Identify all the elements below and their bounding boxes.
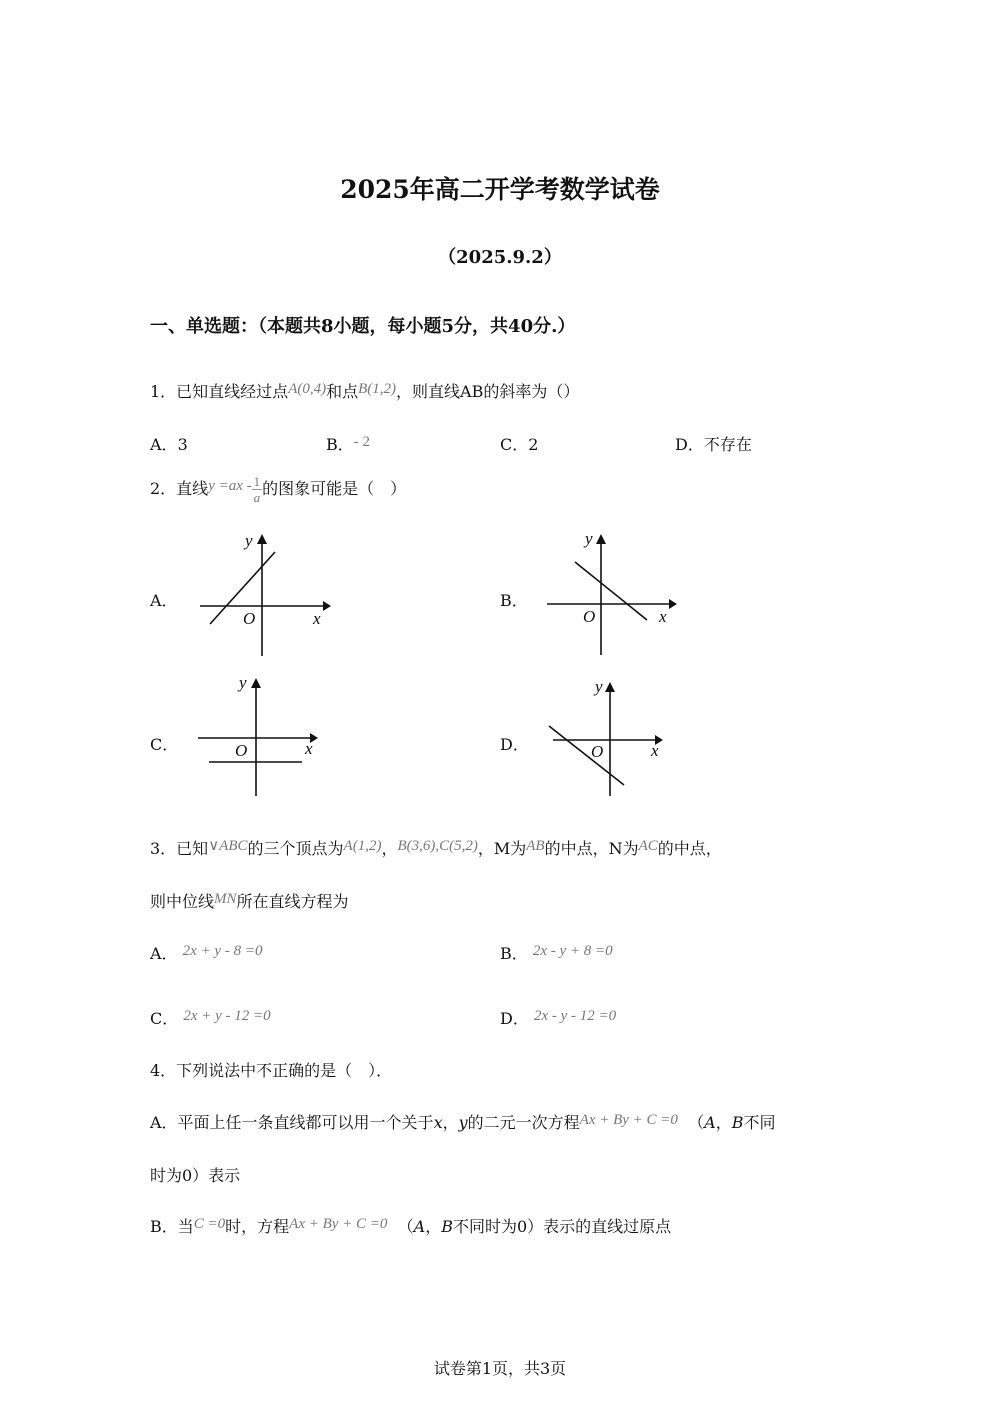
graph-a-y-label: y <box>245 531 253 550</box>
question-4-option-b: B．当C =0时，方程Ax + By + C =0 （A，B不同时为0）表示的直线过原点 <box>150 1216 672 1236</box>
graph-d-y-label: y <box>595 677 603 696</box>
page-footer: 试卷第1页，共3页 <box>433 1359 567 1378</box>
question-2-option-a-label: A． <box>150 591 178 610</box>
graph-d-origin-label: O <box>591 742 604 761</box>
graph-b <box>543 528 683 658</box>
graph-a-x-label: x <box>313 609 321 628</box>
graph-d-line <box>549 726 624 785</box>
graph-c-origin-label: O <box>235 741 248 760</box>
graph-a-origin-label: O <box>243 609 256 628</box>
question-4-stem: 4．下列说法中不正确的是（ ）． <box>150 1061 393 1080</box>
question-1-option-a: A．3 <box>150 435 188 454</box>
point-b: B(1,2) <box>358 381 397 397</box>
question-4-option-a-line2: 时为0）表示 <box>150 1166 241 1185</box>
fraction: $\frac{1}{a}$ <box>253 474 261 505</box>
section-heading: 一、单选题：（本题共8小题，每小题5分，共40分.） <box>150 316 576 337</box>
graph-b-x-label: x <box>659 607 667 626</box>
point-a: A(0,4) <box>288 381 327 397</box>
question-2-stem: 2．直线y =ax - $\frac{1}{a}$ 的图象可能是（ ） <box>150 474 407 505</box>
question-1-option-c: C．2 <box>500 435 539 454</box>
graph-d-x-label: x <box>651 741 659 760</box>
question-3-stem: 3．已知∨ABC的三个顶点为A(1,2)，B(3,6),C(5,2)，M为AB的中点，N为AC的中点， <box>150 838 722 858</box>
graph-d <box>545 676 675 801</box>
exam-date: （2025.9.2） <box>438 247 562 268</box>
question-2-option-b-label: B． <box>500 591 528 610</box>
graph-c-x-label: x <box>305 739 313 758</box>
graph-c-y-label: y <box>239 673 247 692</box>
question-1-option-b: B．- 2 <box>326 434 371 454</box>
question-3-option-a: A． 2x + y - 8 =0 <box>150 943 263 963</box>
question-3-stem-line2: 则中位线MN所在直线方程为 <box>150 891 349 911</box>
page-title: 2025年高二开学考数学试卷 <box>340 175 660 204</box>
graph-b-origin-label: O <box>583 607 596 626</box>
question-3-option-d: D． 2x - y - 12 =0 <box>500 1008 617 1028</box>
question-2-option-d-label: D． <box>500 735 529 754</box>
question-3-option-b: B． 2x - y + 8 =0 <box>500 943 613 963</box>
graph-b-y-label: y <box>585 529 593 548</box>
question-1-option-d: D．不存在 <box>675 435 752 454</box>
graph-c <box>195 670 325 800</box>
question-1-stem: 1．已知直线经过点A(0,4)和点B(1,2)，则直线AB的斜率为（） <box>150 381 580 401</box>
line-equation: y =ax - <box>208 478 252 494</box>
question-4-option-a: A．平面上任一条直线都可以用一个关于x，y的二元一次方程Ax + By + C =0 （A，B不同 <box>150 1112 776 1132</box>
graph-a <box>195 528 335 658</box>
question-2-option-c-label: C． <box>150 735 179 754</box>
question-3-option-c: C． 2x + y - 12 =0 <box>150 1008 271 1028</box>
